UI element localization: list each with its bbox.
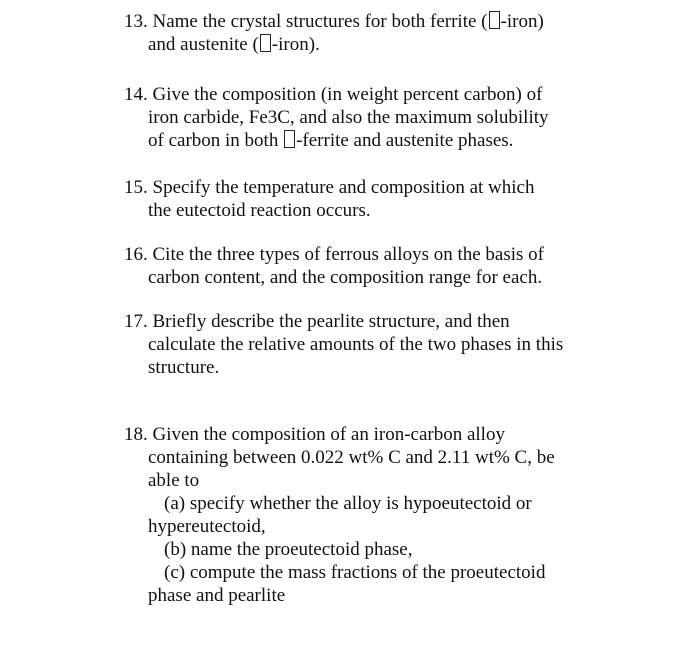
question-14-line-1: 14. Give the composition (in weight percent carbon) of xyxy=(124,84,543,105)
question-18-item-a-cont: hypereutectoid, xyxy=(148,516,266,537)
question-16 xyxy=(124,243,578,289)
question-18-item-a: (a) specify whether the alloy is hypoeutectoid or xyxy=(164,493,532,514)
question-17-line-1: 17. Briefly describe the pearlite structure, and then xyxy=(124,311,510,332)
question-13-line-2: and austenite ( -iron). xyxy=(148,34,320,55)
question-18-line-1: 18. Given the composition of an iron-carbon alloy xyxy=(124,424,505,445)
question-17-line-3: structure. xyxy=(148,357,220,378)
missing-glyph-box-icon xyxy=(489,11,500,29)
question-16-line-1: 16. Cite the three types of ferrous alloys on the basis of xyxy=(124,244,545,265)
question-13-line-1: 13. Name the crystal structures for both ferrite ( -iron) xyxy=(124,11,544,32)
question-14-line-3: of carbon in both -ferrite and austenite phases. xyxy=(148,130,514,151)
question-18-item-b: (b) name the proeutectoid phase, xyxy=(164,539,413,560)
question-13 xyxy=(124,10,578,56)
question-15-line-1: 15. Specify the temperature and composition at which xyxy=(124,177,535,198)
question-15-line-2: the eutectoid reaction occurs. xyxy=(148,200,371,221)
question-14-line-2: iron carbide, Fe3C, and also the maximum solubility xyxy=(148,107,549,128)
question-17 xyxy=(124,310,578,379)
question-14 xyxy=(124,83,578,152)
question-18-line-2: containing between 0.022 wt% C and 2.11 wt% C, be xyxy=(148,447,555,468)
question-18-item-c-cont: phase and pearlite xyxy=(148,585,286,606)
question-18-item-c: (c) compute the mass fractions of the proeutectoid xyxy=(164,562,546,583)
missing-glyph-box-icon xyxy=(284,130,295,148)
question-18 xyxy=(124,423,578,607)
question-17-line-2: calculate the relative amounts of the two phases in this xyxy=(148,334,564,355)
question-16-line-2: carbon content, and the composition range for each. xyxy=(148,267,543,288)
question-18-line-3: able to xyxy=(148,470,200,491)
question-15 xyxy=(124,176,578,222)
missing-glyph-box-icon xyxy=(260,34,271,52)
